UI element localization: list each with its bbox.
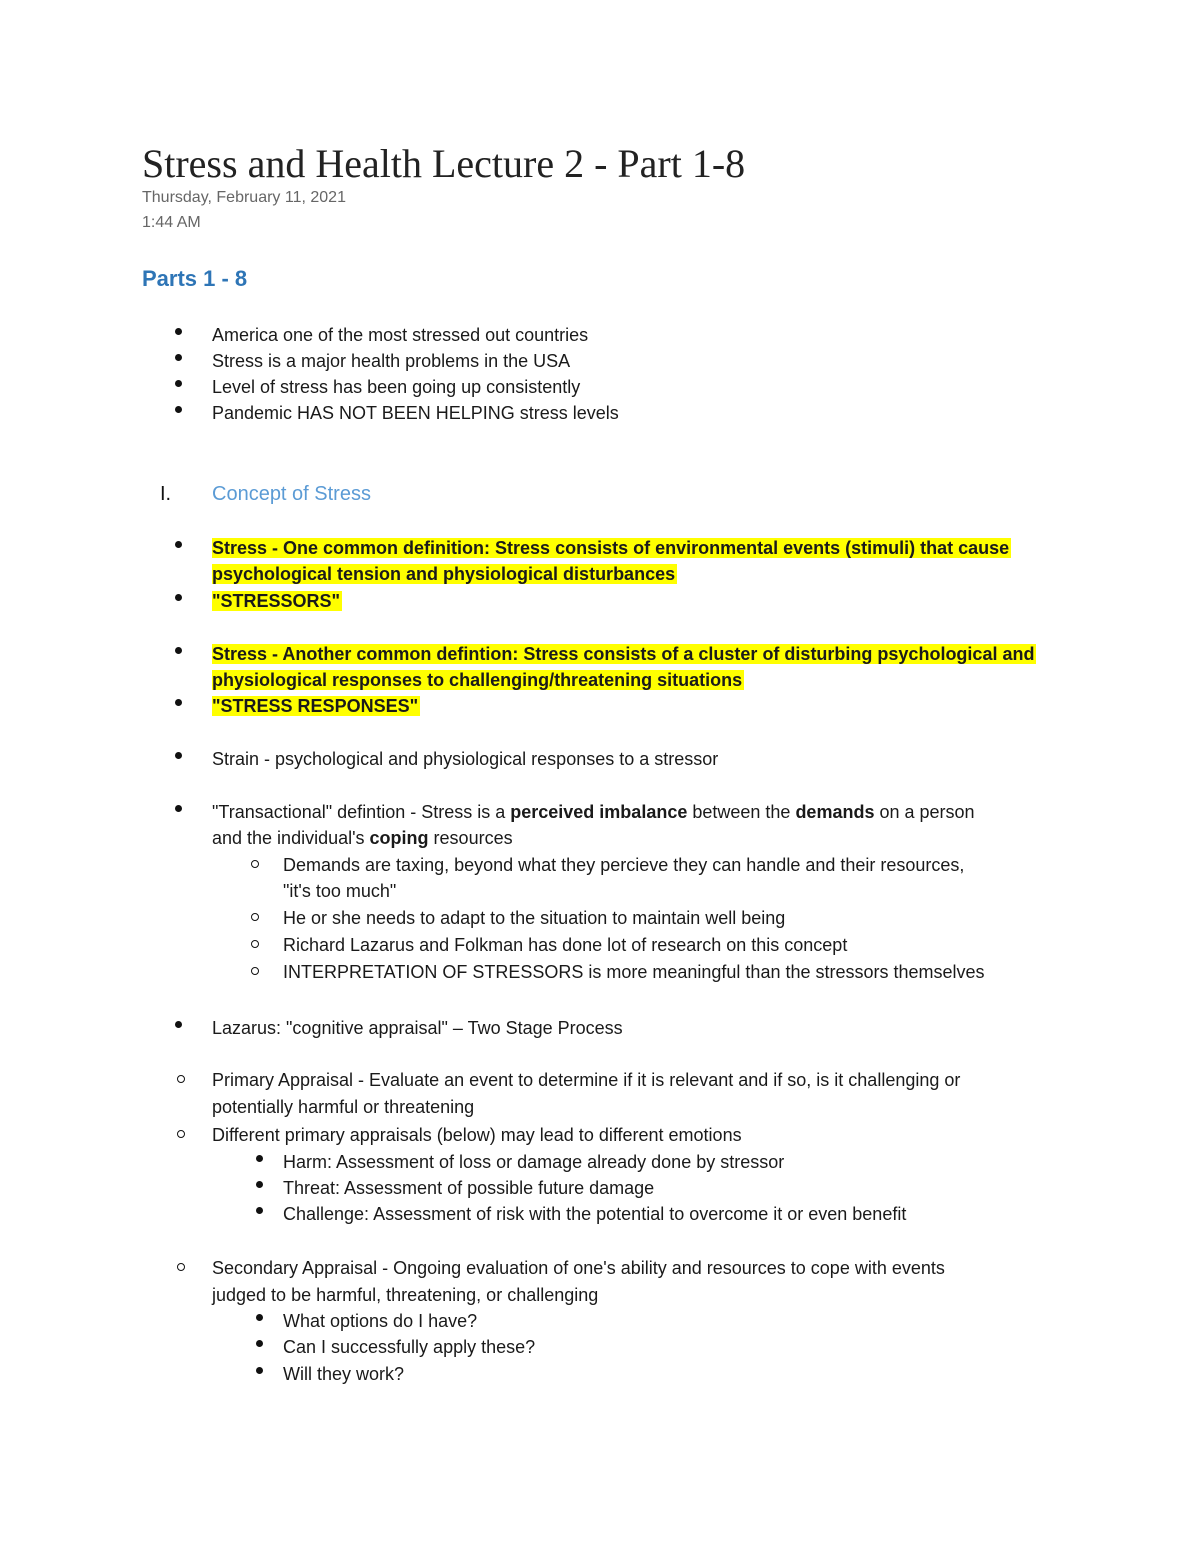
transactional-line: "Transactional" defintion - Stress is a perceived imbalance between the demands on a person (212, 802, 975, 822)
intro-bullet: Level of stress has been going up consistently (212, 377, 581, 397)
page-title: Stress and Health Lecture 2 - Part 1-8 (142, 141, 746, 186)
bullet-dot (175, 594, 182, 601)
lazarus-bullet: Lazarus: "cognitive appraisal" – Two Stage Process (212, 1018, 623, 1038)
bullet-dot (175, 752, 182, 759)
note-time: 1:44 AM (142, 214, 201, 231)
appraisal-item: Challenge: Assessment of risk with the potential to overcome it or even benefit (283, 1204, 907, 1224)
sub-bullet-circle (251, 860, 259, 868)
sub-bullet-circle (251, 913, 259, 921)
bullet-dot (256, 1340, 263, 1347)
bullet-dot (256, 1207, 263, 1214)
bullet-dot (256, 1155, 263, 1162)
bullet-dot (175, 647, 182, 654)
highlighted-term: "STRESSORS" (212, 591, 341, 611)
subsection-numeral: I. (160, 483, 172, 505)
bullet-dot (175, 406, 182, 413)
bullet-dot (175, 541, 182, 548)
bullet-dot (256, 1314, 263, 1321)
sub-bullet-cont: "it's too much" (283, 881, 397, 901)
bullet-dot (175, 1021, 182, 1028)
intro-bullet: Pandemic HAS NOT BEEN HELPING stress levels (212, 403, 619, 423)
bullet-dot (175, 699, 182, 706)
primary-appraisal: Primary Appraisal - Evaluate an event to determine if it is relevant and if so, is it challenging or (212, 1070, 961, 1090)
sub-bullet-circle (177, 1075, 185, 1083)
section-heading: Parts 1 - 8 (142, 266, 248, 291)
intro-bullet: America one of the most stressed out countries (212, 325, 589, 345)
appraisal-item: Threat: Assessment of possible future damage (283, 1178, 655, 1198)
bullet-dot (175, 354, 182, 361)
highlighted-definition: physiological responses to challenging/threatening situations (212, 670, 743, 690)
bullet-dot (175, 805, 182, 812)
sub-bullet: Demands are taxing, beyond what they percieve they can handle and their resources, (283, 855, 965, 875)
primary-appraisal-cont: potentially harmful or threatening (212, 1097, 475, 1117)
bullet-dot (256, 1367, 263, 1374)
sub-bullet-circle (251, 967, 259, 975)
transactional-line: and the individual's coping resources (212, 828, 513, 848)
bullet-dot (175, 380, 182, 387)
secondary-appraisal: Secondary Appraisal - Ongoing evaluation of one's ability and resources to cope with events (212, 1258, 945, 1278)
highlighted-definition: Stress - Another common defintion: Stress consists of a cluster of disturbing psychological and (212, 644, 1035, 664)
secondary-appraisal-cont: judged to be harmful, threatening, or challenging (212, 1285, 599, 1305)
note-date: Thursday, February 11, 2021 (142, 189, 346, 206)
bullet-dot (256, 1181, 263, 1188)
different-appraisals: Different primary appraisals (below) may lead to different emotions (212, 1125, 742, 1145)
appraisal-item: Harm: Assessment of loss or damage already done by stressor (283, 1152, 785, 1172)
secondary-item: Can I successfully apply these? (283, 1337, 536, 1357)
subsection-heading: Concept of Stress (212, 483, 371, 505)
sub-bullet-circle (177, 1130, 185, 1138)
sub-bullet-circle (251, 940, 259, 948)
bullet-dot (175, 328, 182, 335)
strain-bullet: Strain - psychological and physiological responses to a stressor (212, 749, 719, 769)
highlighted-term: "STRESS RESPONSES" (212, 696, 419, 716)
sub-bullet: He or she needs to adapt to the situation to maintain well being (283, 908, 786, 928)
highlighted-definition: psychological tension and physiological disturbances (212, 564, 676, 584)
secondary-item: What options do I have? (283, 1311, 478, 1331)
secondary-item: Will they work? (283, 1364, 405, 1384)
intro-bullet: Stress is a major health problems in the USA (212, 351, 571, 371)
sub-bullet: INTERPRETATION OF STRESSORS is more meaningful than the stressors themselves (283, 962, 985, 982)
sub-bullet-circle (177, 1263, 185, 1271)
highlighted-definition: Stress - One common definition: Stress consists of environmental events (stimuli) that cause (212, 538, 1010, 558)
sub-bullet: Richard Lazarus and Folkman has done lot of research on this concept (283, 935, 848, 955)
